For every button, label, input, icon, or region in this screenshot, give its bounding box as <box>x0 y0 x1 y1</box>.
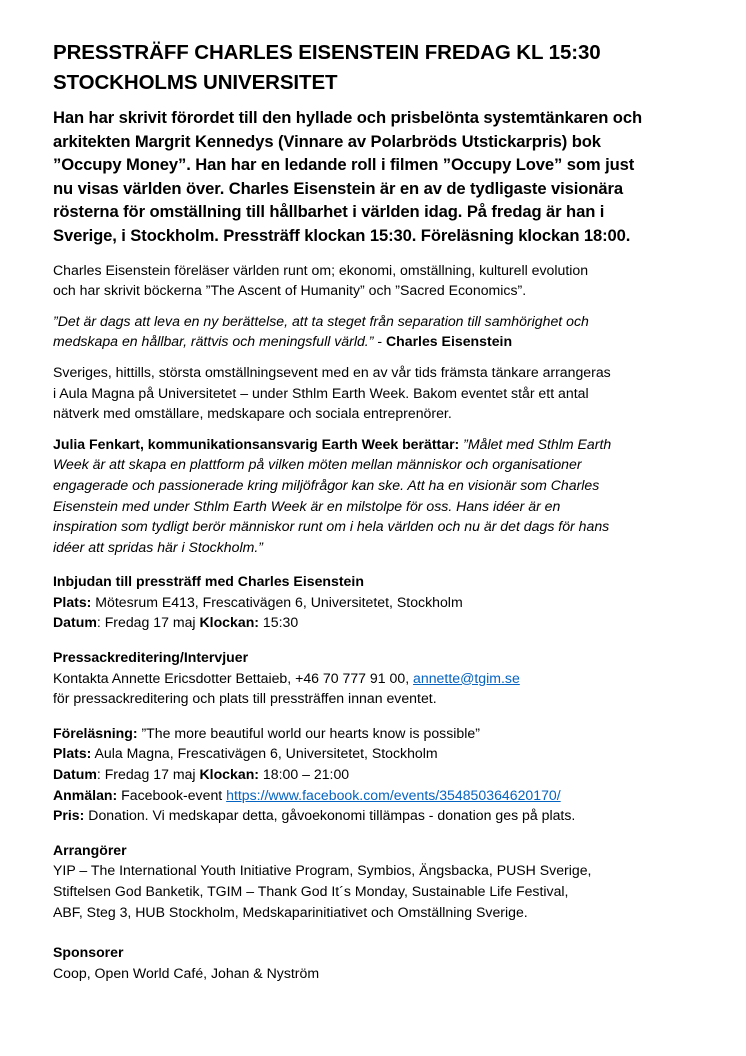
price-text: Donation. Vi medskapar detta, gåvoekonomi tillämpas - donation ges på plats. <box>84 807 576 824</box>
intro-paragraph <box>53 260 703 301</box>
julia-quote-line: idéer att spridas här i Stockholm.” <box>53 538 263 555</box>
julia-quote-paragraph <box>53 434 703 558</box>
sponsors-text: Coop, Open World Café, Johan & Nyström <box>53 964 320 981</box>
lecture-place-label: Plats: <box>53 745 92 762</box>
organizers-heading: Arrangörer <box>53 841 127 858</box>
accreditation-contact: Kontakta Annette Ericsdotter Bettaieb, +46 70 777 91 00, <box>53 669 414 686</box>
accreditation-note: för pressackreditering och plats till pressträffen innan eventet. <box>53 690 437 707</box>
julia-quote-line: inspiration som tydligt berör människor runt om i hela världen och nu är det dags för hans <box>53 518 610 535</box>
organizers-line: ABF, Steg 3, HUB Stockholm, Medskaparinitiativet och Omställning Sverige. <box>53 903 528 920</box>
press-date: : Fredag 17 maj <box>96 614 200 631</box>
facebook-event-link[interactable]: https://www.facebook.com/events/354850364620170/ <box>226 786 561 803</box>
event-line: Sveriges, hittills, största omställningsevent med en av vår tids främsta tänkare arrangeras <box>53 363 611 380</box>
press-date-label: Datum <box>53 614 97 631</box>
lead-line: Sverige, i Stockholm. Pressträff klockan 15:30. Föreläsning klockan 18:00. <box>53 225 631 245</box>
press-time-label: Klockan: <box>199 614 260 631</box>
quote-line: medskapa en hållbar, rättvis och meningsfull värld.” <box>53 333 374 350</box>
julia-quote-line: Eisenstein med under Sthlm Earth Week är en milstolpe för oss. Hans idéer är en <box>53 497 561 514</box>
julia-quote-line: Week är att skapa en plattform på vilken möten mellan människor och organisationer <box>53 456 582 473</box>
quote-paragraph <box>53 311 703 352</box>
julia-quote-line: engagerade och passionerade kring miljöfrågor kan ske. Att ha en visionär som Charles <box>53 476 600 493</box>
press-section <box>53 571 703 633</box>
lecture-section <box>53 723 703 826</box>
lead-line: rösterna för omställning till hållbarhet i världen idag. På fredag är han i <box>53 202 605 222</box>
julia-quote-start: ”Målet med Sthlm Earth <box>459 435 612 452</box>
quote-line: ”Det är dags att leva en ny berättelse, att ta steget från separation till samhörighet och <box>53 312 589 329</box>
accreditation-section <box>53 647 703 709</box>
event-line: i Aula Magna på Universitetet – under Sthlm Earth Week. Bakom eventet står ett antal <box>53 384 589 401</box>
organizers-section <box>53 840 703 922</box>
lecture-place: Aula Magna, Frescativägen 6, Universitetet, Stockholm <box>91 745 438 762</box>
lead-paragraph <box>53 106 703 248</box>
accreditation-heading: Pressackreditering/Intervjuer <box>53 649 249 666</box>
press-place: Mötesrum E413, Frescativägen 6, Universitetet, Stockholm <box>91 593 463 610</box>
lead-line: Han har skrivit förordet till den hyllade och prisbelönta systemtänkaren och <box>53 108 643 127</box>
quote-author: Charles Eisenstein <box>385 333 513 350</box>
lecture-date-label: Datum <box>53 766 97 783</box>
lead-line: nu visas världen över. Charles Eisenstein är en av de tydligaste visionära <box>53 178 623 198</box>
intro-line: Charles Eisenstein föreläser världen runt om; ekonomi, omställning, kulturell evolution <box>53 261 589 278</box>
organizers-line: YIP – The International Youth Initiative Program, Symbios, Ängsbacka, PUSH Sverige, <box>53 862 592 879</box>
lecture-time-label: Klockan: <box>199 766 260 783</box>
lecture-label: Föreläsning: <box>53 724 138 741</box>
page-title <box>53 38 703 98</box>
signup-label: Anmälan: <box>53 786 118 803</box>
price-label: Pris: <box>53 807 85 824</box>
sponsors-heading: Sponsorer <box>53 944 124 961</box>
event-paragraph <box>53 362 703 424</box>
press-release-page <box>53 38 703 983</box>
event-line: nätverk med omställare, medskapare och sociala entreprenörer. <box>53 405 452 422</box>
title-line-2: STOCKHOLMS UNIVERSITET <box>53 71 338 94</box>
press-time: 15:30 <box>259 614 299 631</box>
quote-separator: - <box>373 333 386 350</box>
press-place-label: Plats: <box>53 593 92 610</box>
lecture-title: ”The more beautiful world our hearts know is possible” <box>137 724 480 741</box>
lecture-time: 18:00 – 21:00 <box>259 766 350 783</box>
intro-line: och har skrivit böckerna ”The Ascent of Humanity” och ”Sacred Economics”. <box>53 282 527 299</box>
signup-text: Facebook-event <box>117 786 227 803</box>
lead-line: arkitekten Margrit Kennedys (Vinnare av Polarbröds Utstickarpris) bok <box>53 131 601 151</box>
title-line-1: PRESSTRÄFF CHARLES EISENSTEIN FREDAG KL 15:30 <box>53 41 601 64</box>
organizers-line: Stiftelsen God Banketik, TGIM – Thank God It´s Monday, Sustainable Life Festival, <box>53 883 569 899</box>
sponsors-section <box>53 942 703 983</box>
lead-line: ”Occupy Money”. Han har en ledande roll i filmen ”Occupy Love” som just <box>53 155 635 175</box>
lecture-date: : Fredag 17 maj <box>96 766 200 783</box>
press-heading: Inbjudan till pressträff med Charles Eisenstein <box>53 573 364 590</box>
julia-speaker: Julia Fenkart, kommunikationsansvarig Earth Week berättar: <box>53 435 460 452</box>
email-link[interactable]: annette@tgim.se <box>413 669 520 686</box>
